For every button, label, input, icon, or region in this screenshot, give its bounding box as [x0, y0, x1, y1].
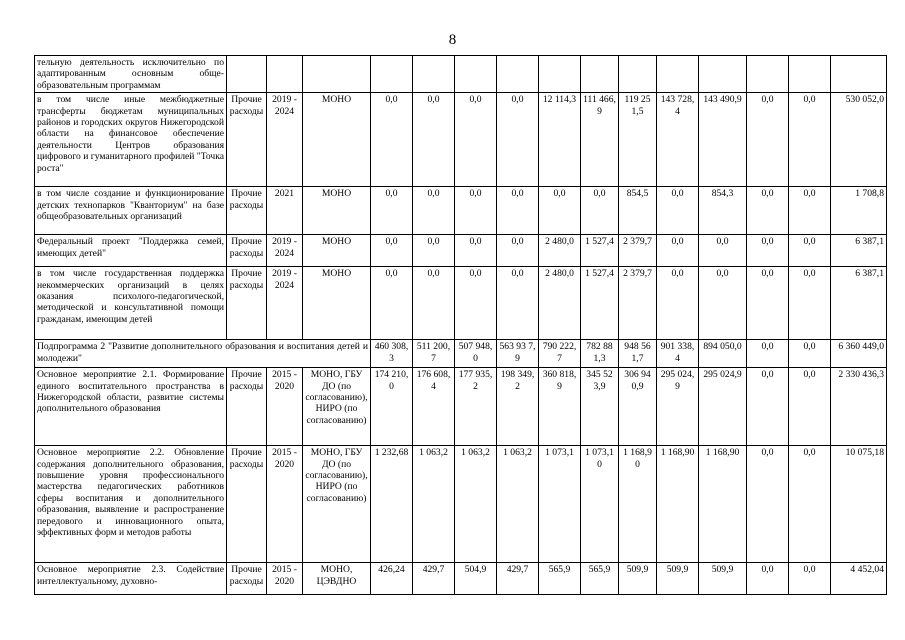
- amount-cell: 0,0: [413, 267, 455, 340]
- expense-type-cell: Прочие расходы: [227, 446, 267, 563]
- amount-cell: 0,0: [657, 187, 699, 235]
- amount-cell: 0,0: [747, 340, 789, 368]
- amount-cell: 0,0: [371, 267, 413, 340]
- amount-cell: 0,0: [789, 446, 831, 563]
- amount-cell: 0,0: [455, 187, 497, 235]
- amount-cell: 0,0: [789, 267, 831, 340]
- expense-type-cell: Прочие расходы: [227, 235, 267, 267]
- row-description-cell: Основное мероприятие 2.2. Обновление содержания дополнительного образования, повышение уровня профессионального мастерства педагогических работников сферы воспитания и дополнительного образования, выявление и распространение передового и инновационного опыта, эффективных форм и методов работы: [35, 446, 227, 563]
- amount-cell: 295 024,9: [657, 368, 699, 446]
- amount-cell: 1 168,90: [699, 446, 747, 563]
- executor-cell: МОНО: [303, 235, 371, 267]
- amount-cell: 0,0: [789, 368, 831, 446]
- amount-cell: 854,5: [619, 187, 657, 235]
- amount-cell: [747, 56, 789, 93]
- amount-cell: 0,0: [581, 187, 619, 235]
- table-row: [35, 368, 887, 446]
- amount-cell: 2 379,7: [619, 267, 657, 340]
- amount-cell: 0,0: [747, 93, 789, 187]
- period-cell: [267, 56, 303, 93]
- row-description-cell: в том числе государственная поддержка некоммерческих организаций в целях оказания психолого-педагогической, методической и консультативной помощи гражданам, имеющим детей: [35, 267, 227, 340]
- table-row: [35, 187, 887, 235]
- total-cell: 6 360 449,0: [831, 340, 887, 368]
- row-description-cell: Федеральный проект "Поддержка семей, имеющих детей": [35, 235, 227, 267]
- executor-cell: МОНО: [303, 267, 371, 340]
- amount-cell: 0,0: [371, 93, 413, 187]
- amount-cell: 0,0: [413, 235, 455, 267]
- executor-cell: МОНО, ГБУ ДО (по согласованию), НИРО (по согласованию): [303, 368, 371, 446]
- period-cell: 2015 - 2020: [267, 368, 303, 446]
- amount-cell: 2 480,0: [539, 235, 581, 267]
- amount-cell: 174 210,0: [371, 368, 413, 446]
- amount-cell: [789, 56, 831, 93]
- amount-cell: 2 379,7: [619, 235, 657, 267]
- amount-cell: 0,0: [747, 446, 789, 563]
- amount-cell: [581, 56, 619, 93]
- executor-cell: МОНО: [303, 93, 371, 187]
- row-description-cell: тельную деятельность исключительно по адаптированным основным обще-образовательным программам: [35, 56, 227, 93]
- amount-cell: 1 063,2: [413, 446, 455, 563]
- amount-cell: 0,0: [699, 235, 747, 267]
- amount-cell: 2 480,0: [539, 267, 581, 340]
- amount-cell: 0,0: [747, 368, 789, 446]
- amount-cell: 509,9: [699, 563, 747, 595]
- amount-cell: 1 527,4: [581, 267, 619, 340]
- expense-type-cell: [227, 56, 267, 93]
- amount-cell: [413, 56, 455, 93]
- amount-cell: 0,0: [497, 187, 539, 235]
- expense-type-cell: Прочие расходы: [227, 368, 267, 446]
- amount-cell: 0,0: [413, 93, 455, 187]
- executor-cell: МОНО, ЦЭВДНО: [303, 563, 371, 595]
- budget-table: [34, 55, 887, 595]
- table-row: [35, 56, 887, 93]
- total-cell: 530 052,0: [831, 93, 887, 187]
- amount-cell: 0,0: [789, 235, 831, 267]
- amount-cell: 0,0: [789, 93, 831, 187]
- amount-cell: 0,0: [455, 267, 497, 340]
- table-row: [35, 563, 887, 595]
- amount-cell: 507 948,0: [455, 340, 497, 368]
- amount-cell: 1 232,68: [371, 446, 413, 563]
- amount-cell: 0,0: [371, 235, 413, 267]
- amount-cell: 0,0: [497, 267, 539, 340]
- amount-cell: 0,0: [657, 267, 699, 340]
- amount-cell: 0,0: [699, 267, 747, 340]
- expense-type-cell: Прочие расходы: [227, 267, 267, 340]
- amount-cell: 360 818,9: [539, 368, 581, 446]
- row-description-cell: Основное мероприятие 2.1. Формирование единого воспитательного пространства в Нижегородской области, развитие системы дополнительного образования: [35, 368, 227, 446]
- amount-cell: 0,0: [747, 267, 789, 340]
- table-row: [35, 446, 887, 563]
- amount-cell: 901 338,4: [657, 340, 699, 368]
- amount-cell: 429,7: [413, 563, 455, 595]
- amount-cell: 509,9: [657, 563, 699, 595]
- amount-cell: 854,3: [699, 187, 747, 235]
- amount-cell: 143 728,4: [657, 93, 699, 187]
- amount-cell: 509,9: [619, 563, 657, 595]
- amount-cell: 1 063,2: [455, 446, 497, 563]
- executor-cell: МОНО: [303, 187, 371, 235]
- executor-cell: [303, 56, 371, 93]
- amount-cell: 177 935,2: [455, 368, 497, 446]
- row-description-cell: в том числе создание и функционирование детских технопарков "Кванториум" на базе общеобразовательных организаций: [35, 187, 227, 235]
- amount-cell: 0,0: [455, 93, 497, 187]
- amount-cell: 0,0: [747, 187, 789, 235]
- amount-cell: 0,0: [789, 187, 831, 235]
- amount-cell: 894 050,0: [699, 340, 747, 368]
- period-cell: 2021: [267, 187, 303, 235]
- period-cell: 2019 - 2024: [267, 93, 303, 187]
- period-cell: 2019 - 2024: [267, 235, 303, 267]
- amount-cell: [497, 56, 539, 93]
- amount-cell: [455, 56, 497, 93]
- amount-cell: [657, 56, 699, 93]
- expense-type-cell: Прочие расходы: [227, 93, 267, 187]
- amount-cell: 198 349,2: [497, 368, 539, 446]
- amount-cell: 1 073,1: [539, 446, 581, 563]
- table-row: [35, 267, 887, 340]
- amount-cell: 295 024,9: [699, 368, 747, 446]
- amount-cell: 782 881,3: [581, 340, 619, 368]
- table-row: [35, 340, 887, 368]
- amount-cell: 0,0: [789, 563, 831, 595]
- amount-cell: 565,9: [539, 563, 581, 595]
- total-cell: 6 387,1: [831, 267, 887, 340]
- amount-cell: 429,7: [497, 563, 539, 595]
- row-description-cell: Подпрограмма 2 "Развитие дополнительного образования и воспитания детей и молодежи": [35, 340, 371, 368]
- amount-cell: 0,0: [539, 187, 581, 235]
- amount-cell: 0,0: [497, 235, 539, 267]
- total-cell: 6 387,1: [831, 235, 887, 267]
- row-description-cell: Основное мероприятие 2.3. Содействие интеллектуальному, духовно-: [35, 563, 227, 595]
- amount-cell: 0,0: [497, 93, 539, 187]
- amount-cell: 0,0: [657, 235, 699, 267]
- amount-cell: 504,9: [455, 563, 497, 595]
- amount-cell: 111 466,9: [581, 93, 619, 187]
- amount-cell: 1 168,90: [619, 446, 657, 563]
- amount-cell: 790 222,7: [539, 340, 581, 368]
- amount-cell: 345 523,9: [581, 368, 619, 446]
- amount-cell: 0,0: [371, 187, 413, 235]
- total-cell: 4 452,04: [831, 563, 887, 595]
- amount-cell: 0,0: [747, 563, 789, 595]
- page-number: 8: [448, 32, 457, 48]
- total-cell: 1 708,8: [831, 187, 887, 235]
- amount-cell: 1 527,4: [581, 235, 619, 267]
- amount-cell: 1 063,2: [497, 446, 539, 563]
- amount-cell: 0,0: [789, 340, 831, 368]
- amount-cell: 426,24: [371, 563, 413, 595]
- amount-cell: 176 608,4: [413, 368, 455, 446]
- table-row: [35, 93, 887, 187]
- amount-cell: [619, 56, 657, 93]
- row-description-cell: в том числе иные межбюджетные трансферты бюджетам муниципальных районов и городских округов Нижегородской области на финансовое обеспечение деятельности Центров образования цифрового и гуманитарного профилей "Точка роста": [35, 93, 227, 187]
- expense-type-cell: Прочие расходы: [227, 563, 267, 595]
- table-row: [35, 235, 887, 267]
- amount-cell: [539, 56, 581, 93]
- amount-cell: 1 073,10: [581, 446, 619, 563]
- amount-cell: 1 168,90: [657, 446, 699, 563]
- total-cell: [831, 56, 887, 93]
- amount-cell: 511 200,7: [413, 340, 455, 368]
- period-cell: 2015 - 2020: [267, 563, 303, 595]
- amount-cell: 0,0: [455, 235, 497, 267]
- amount-cell: 306 940,9: [619, 368, 657, 446]
- total-cell: 10 075,18: [831, 446, 887, 563]
- amount-cell: 143 490,9: [699, 93, 747, 187]
- amount-cell: [371, 56, 413, 93]
- amount-cell: 460 308,3: [371, 340, 413, 368]
- executor-cell: МОНО, ГБУ ДО (по согласованию), НИРО (по согласованию): [303, 446, 371, 563]
- amount-cell: 0,0: [747, 235, 789, 267]
- amount-cell: 563 93 7,9: [497, 340, 539, 368]
- amount-cell: 948 561,7: [619, 340, 657, 368]
- amount-cell: [699, 56, 747, 93]
- expense-type-cell: Прочие расходы: [227, 187, 267, 235]
- amount-cell: 119 251,5: [619, 93, 657, 187]
- period-cell: 2015 - 2020: [267, 446, 303, 563]
- amount-cell: 0,0: [413, 187, 455, 235]
- amount-cell: 565,9: [581, 563, 619, 595]
- total-cell: 2 330 436,3: [831, 368, 887, 446]
- amount-cell: 12 114,3: [539, 93, 581, 187]
- period-cell: 2019 - 2024: [267, 267, 303, 340]
